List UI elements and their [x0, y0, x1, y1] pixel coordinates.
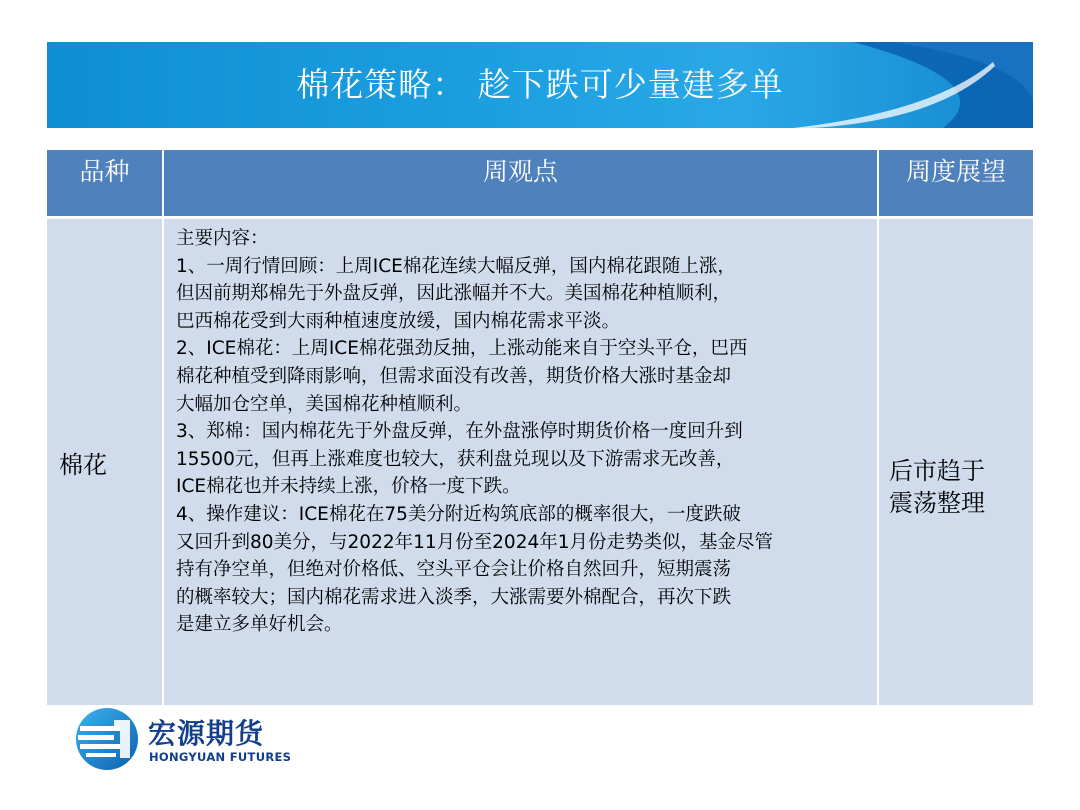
title-banner — [47, 42, 1033, 128]
header-weekly-view: 周观点 — [164, 150, 877, 216]
view-line: 4、操作建议：ICE棉花在75美分附近构筑底部的概率很大，一度跌破 — [176, 503, 741, 525]
view-line: 又回升到80美分，与2022年11月份至2024年1月份走势类似，基金尽管 — [176, 531, 774, 553]
page-title: 棉花策略： 趁下跌可少量建多单 — [296, 65, 784, 104]
cell-weekly-outlook — [879, 219, 1033, 705]
company-logo — [74, 706, 334, 774]
weekly-view-content — [164, 219, 877, 639]
view-line: 的概率较大；国内棉花需求进入淡季，大涨需要外棉配合，再次下跌 — [176, 586, 732, 608]
view-line: 主要内容： — [176, 228, 269, 249]
table-header-row — [47, 150, 1033, 216]
variety-text: 棉花 — [59, 450, 107, 479]
strategy-table — [47, 150, 1033, 705]
view-line: 持有净空单，但绝对价格低、空头平仓会让价格自然回升，短期震荡 — [176, 559, 732, 581]
view-line: 棉花种植受到降雨影响，但需求面没有改善，期货价格大涨时基金却 — [176, 365, 732, 387]
view-line: 是建立多单好机会。 — [176, 614, 343, 636]
view-line: 15500元，但再上涨难度也较大，获利盘兑现以及下游需求无改善， — [176, 448, 735, 470]
outlook-line: 后市趋于 — [889, 457, 985, 485]
view-line: 1、一周行情回顾：上周ICE棉花连续大幅反弹，国内棉花跟随上涨， — [176, 255, 736, 277]
view-line: 3、郑棉：国内棉花先于外盘反弹，在外盘涨停时期货价格一度回升到 — [176, 421, 743, 443]
hongyuan-logo-icon — [74, 706, 140, 772]
view-line: 2、ICE棉花：上周ICE棉花强劲反抽，上涨动能来自于空头平仓，巴西 — [176, 338, 748, 360]
header-weekly-outlook: 周度展望 — [879, 150, 1033, 216]
cell-weekly-view — [164, 219, 877, 705]
logo-name-en: HONGYUAN FUTURES — [149, 750, 292, 764]
view-line: 巴西棉花受到大雨种植速度放缓，国内棉花需求平淡。 — [176, 310, 621, 332]
table-row — [47, 219, 1033, 705]
cell-variety — [47, 219, 162, 705]
view-line: 但因前期郑棉先于外盘反弹，因此涨幅并不大。美国棉花种植顺利， — [176, 283, 732, 305]
view-line: 大幅加仓空单，美国棉花种植顺利。 — [176, 393, 473, 415]
view-line: ICE棉花也并未持续上涨，价格一度下跌。 — [176, 476, 521, 498]
outlook-text — [889, 455, 1029, 519]
header-variety: 品种 — [47, 150, 162, 216]
outlook-line: 震荡整理 — [889, 489, 985, 517]
logo-name-cn: 宏源期货 — [148, 717, 265, 750]
